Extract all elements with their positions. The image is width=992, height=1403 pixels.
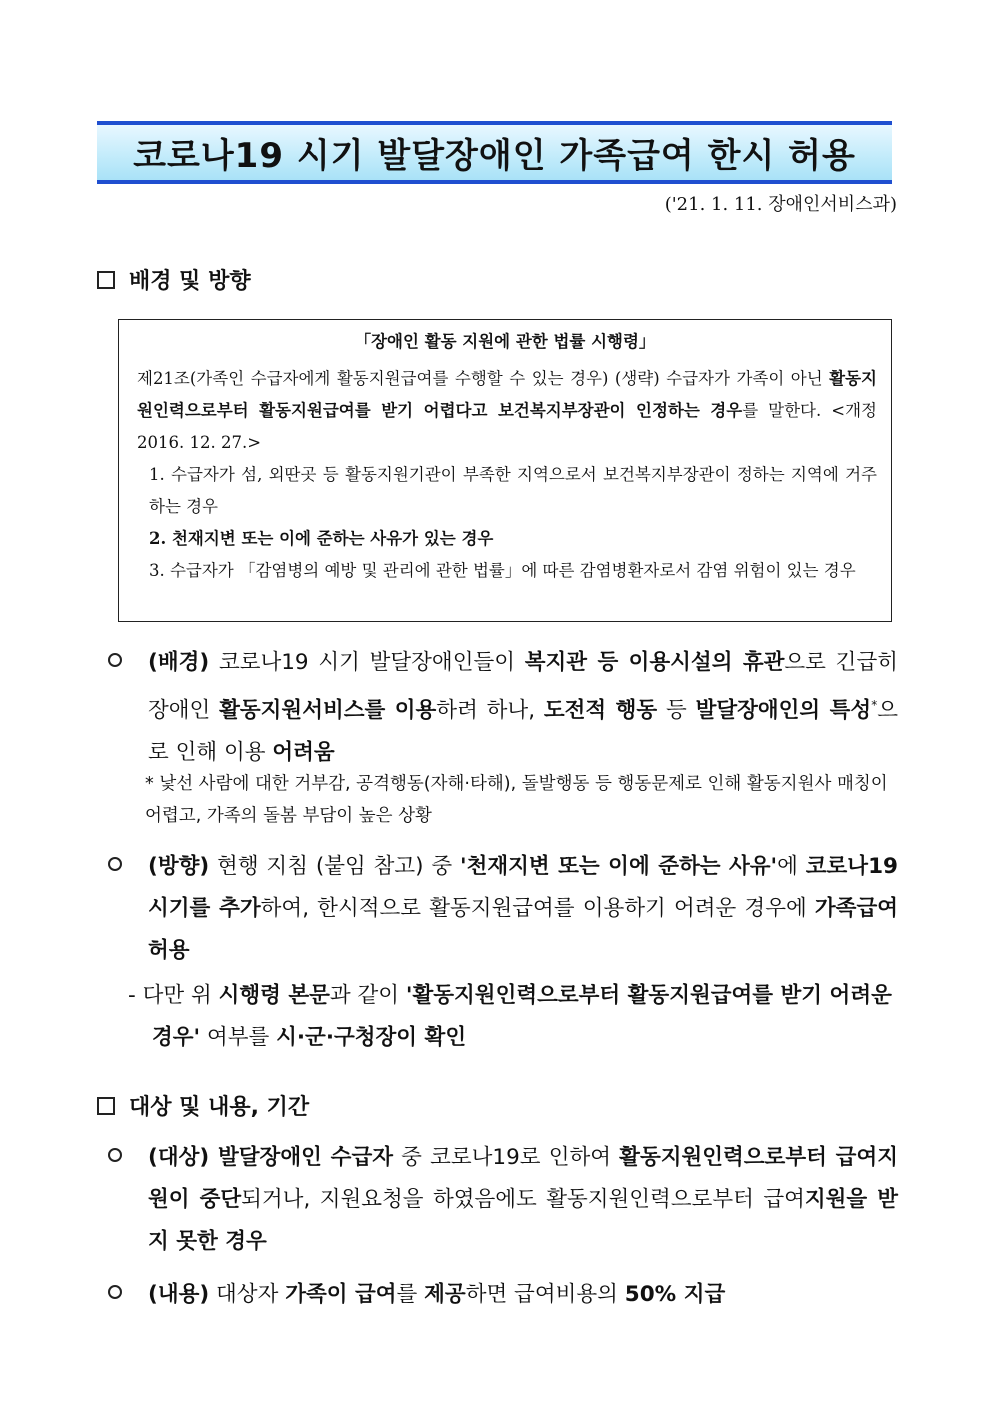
checkbox-icon [97, 1097, 115, 1115]
circle-bullet-icon [108, 653, 122, 667]
direction-bullet [108, 846, 898, 972]
target-text: (대상) 발달장애인 수급자 중 코로나19로 인하여 활동지원인력으로부터 급여지원이 중단되거나, 지원요청을 하였음에도 활동지원인력으로부터 급여지원을 받지 못한 경우 [148, 1145, 898, 1254]
background-text: (배경) 코로나19 시기 발달장애인들이 복지관 등 이용시설의 휴관으로 긴급히 장애인 활동지원서비스를 이용하려 하나, 도전적 행동 등 발달장애인의 특성*으로 인해 이용 어려움 [148, 650, 898, 766]
direction-text: (방향) 현행 지침 (붙임 참고) 중 '천재지변 또는 이에 준하는 사유'에 코로나19 시기를 추가하여, 한시적으로 활동지원급여를 이용하기 어려운 경우에 가족급여 허용 [148, 854, 898, 963]
law-excerpt-box [118, 319, 892, 622]
law-title: 「장애인 활동 지원에 관한 법률 시행령」 [354, 332, 656, 351]
law-article-bold: 활동지원인력으로부터 활동지원급여를 받기 어렵다고 보건복지부장관이 인정하는 경우 [137, 369, 877, 420]
section-label: 배경 및 방향 [129, 269, 251, 294]
law-article [137, 363, 877, 459]
direction-dash-item: - 다만 위 시행령 본문과 같이 '활동지원인력으로부터 활동지원급여를 받기 어려운 경우' 여부를 시·군·구청장이 확인 [128, 983, 892, 1050]
circle-bullet-icon [108, 1148, 122, 1162]
checkbox-icon [97, 271, 115, 289]
section-heading-target [97, 1090, 309, 1121]
document-date: ('21. 1. 11. 장애인서비스과) [664, 194, 897, 215]
circle-bullet-icon [108, 1285, 122, 1299]
section-heading-background [97, 264, 251, 295]
law-article-text: 제21조(가족인 수급자에게 활동지원급여를 수행할 수 있는 경우) (생략) 수급자가 가족이 아닌 [137, 369, 830, 388]
page-title: 코로나19 시기 발달장애인 가족급여 한시 허용 [133, 136, 856, 176]
content-text: (내용) 대상자 가족이 급여를 제공하면 급여비용의 50% 지급 [148, 1282, 726, 1307]
law-item-3: 3. 수급자가 「감염병의 예방 및 관리에 관한 법률」에 따른 감염병환자로서 감염 위험이 있는 경우 [149, 561, 856, 580]
target-bullet [108, 1137, 898, 1263]
title-banner [97, 121, 892, 184]
background-footnote: * 낯선 사람에 대한 거부감, 공격행동(자해·타해), 돌발행동 등 행동문제로 인해 활동지원사 매칭이 어렵고, 가족의 돌봄 부담이 높은 상황 [145, 774, 888, 826]
content-bullet [108, 1274, 898, 1316]
circle-bullet-icon [108, 857, 122, 871]
law-item-2: 2. 천재지변 또는 이에 준하는 사유가 있는 경우 [149, 529, 494, 548]
law-item-1: 1. 수급자가 섬, 외딴곳 등 활동지원기관이 부족한 지역으로서 보건복지부장관이 정하는 지역에 거주하는 경우 [149, 465, 877, 516]
section-label: 대상 및 내용, 기간 [129, 1095, 310, 1120]
law-article-end: 를 말한다. <개정 2016. 12. 27.> [137, 401, 877, 452]
background-bullet [108, 642, 898, 774]
